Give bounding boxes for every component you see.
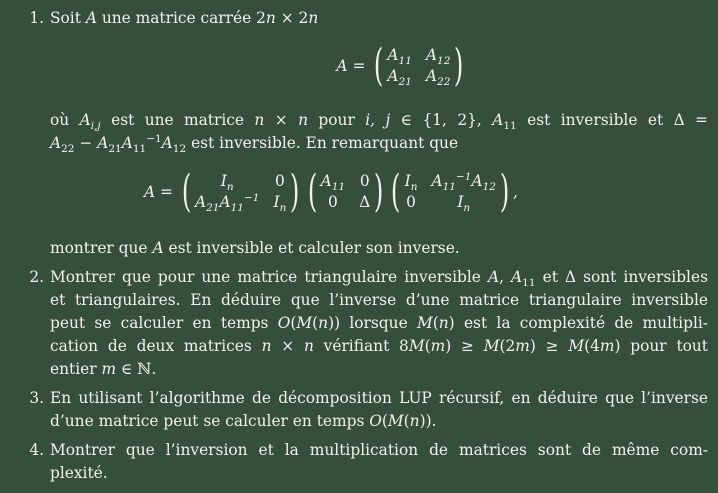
item-1-conclusion: montrer que A est inversible et calculer son inverse. <box>50 239 460 257</box>
item-number: 4. <box>29 441 44 459</box>
item-number: 1. <box>29 9 44 27</box>
item-2-text: Montrer que pour une matrice triangulaire inversible A, $A_{11}$ et Δ sont inversibles et triangulaires. En déduire que l’inverse d’une matrice triangulaire inversible peut se calculer en temps O(M(n)) lorsque M(n) est la complexité de multipli- cation de deux matrices n × n vérifiant 8M(m) ≥ M(2m) ≥ M(4m) pour tout entier m ∈ ℕ. <box>50 268 708 378</box>
item-1-intro: Soit A une matrice carrée 2n × 2n <box>50 9 319 27</box>
item-1-text-a-line2: $A_{22} - A_{21}A_{11}^{-1}A_{12}$ est inversible. En remarquant que <box>50 132 459 156</box>
item-1-text-a-line1: où $A_{i,j}$ est une matrice n × n pour i, j ∈ {1, 2}, $A_{11}$ est inversible et Δ = <box>50 111 708 133</box>
exercise-page: 1. Soit A une matrice carrée 2n × 2n A = ( $A_{11}$ $A_{12}$ $A_{21}$ $A_{22}$ ) où $A_{i,j}$ est une matrice n × n pour i, j ∈ {1, 2}, $A_{11}$ est inversible et Δ = $A_{22} - A_{21}A_{11}^{-1}A_{12}$ est inversible. En remarquant que A = ( $I_n$ 0 $A_{21}A_{11}^{-1}$ $I_n$ ) ( $A_{11}$ 0 0 Δ ) ( $I_n$ $A_{11}^{-1}A_{12}$ 0 $I_n$ ) , montrer que A est inversible et calculer son inverse. 2. Montrer que pour une matrice triangulaire inversible A, $A_{11}$ et Δ sont inversibles et triangulaires. En déduire que l’inverse d’une matrice triangulaire inversible peut se calculer en temps O(M(n)) lorsque M(n) est la complexité de multipli- cation de deux matrices n × n vérifiant 8M(m) ≥ M(2m) ≥ M(4m) pour tout entier m ∈ ℕ. 3. En utilisant l’algorithme de décomposition LUP récursif, en déduire que l’inverse d’une matrice peut se calculer en temps O(M(n)). 4. Montrer que l’inversion et la multiplication de matrices sont de même com- plexité. <box>0 0 718 493</box>
display-equation-1: A = ( $A_{11}$ $A_{12}$ $A_{21}$ $A_{22}$ ) <box>336 40 464 91</box>
item-3-text: En utilisant l’algorithme de décomposition LUP récursif, en déduire que l’inverse d’une matrice peut se calculer en temps O(M(n)). <box>50 389 708 430</box>
item-number: 2. <box>29 268 44 286</box>
item-4-text: Montrer que l’inversion et la multiplication de matrices sont de même com- plexité. <box>50 441 708 482</box>
item-number: 3. <box>29 389 44 407</box>
